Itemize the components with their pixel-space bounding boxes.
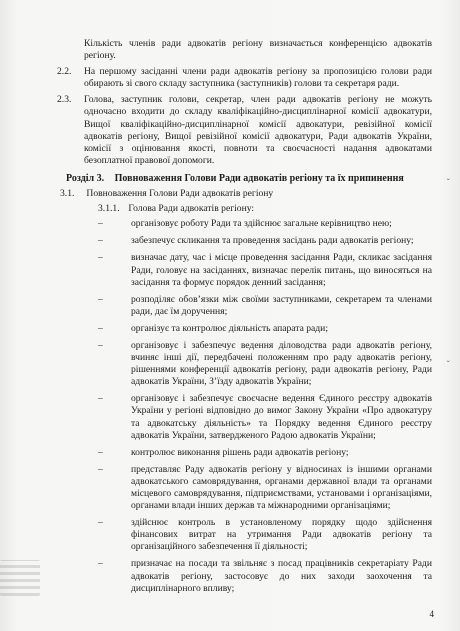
list-item-text: розподіляє обов’язки між своїми заступниками, секретарем та членами ради, дає їм доручення; — [131, 293, 432, 317]
list-dash: – — [98, 339, 103, 351]
section-title: Повноваження Голови Ради адвокатів регіону та їх припинення — [114, 172, 404, 184]
pen-mark: ˇ — [446, 178, 450, 189]
clause-2-3 — [57, 94, 432, 167]
list-item — [98, 446, 432, 459]
list-item — [98, 235, 432, 247]
list-item-text: організовує і забезпечує своєчасне ведення Єдиного реєстру адвокатів України у регіоні відповідно до вимог Закону України «Про адвокатуру та адвокатську діяльність» та Порядку ведення Єдиного реєстру адвокатів України, затвердженого Радою адвокатів України; — [131, 393, 432, 441]
subsection-number: 3.1. — [60, 188, 75, 200]
list-dash: – — [98, 393, 103, 405]
list-dash: – — [98, 463, 103, 475]
subsubsection-number: 3.1.1. — [98, 203, 120, 215]
list-dash: – — [98, 517, 103, 529]
intro-paragraph: Кількість членів ради адвокатів регіону визначається конференцією адвокатів регіону. — [84, 38, 432, 62]
subsubsection-heading — [98, 203, 432, 215]
list-item — [98, 322, 432, 335]
list-item-text: організовує і забезпечує ведення діловодства ради адвокатів регіону, вчиняє інші дії, передбачені положенням про раду адвокатів регіону, рішеннями конференції адвокатів регіону, ради адвокатів регіону, Ради адвокатів України, З’їзду адвокатів України; — [131, 339, 432, 388]
section-number: Розділ 3. — [66, 172, 105, 184]
list-item-text: забезпечує скликання та проведення засідань ради адвокатів регіону; — [131, 235, 414, 247]
pen-mark: ˇ — [446, 360, 450, 371]
list-item-text: призначає на посади та звільняє з посад працівників секретаріату Ради адвокатів регіону, застосовує до них заходи заохочення та дисциплінарного впливу; — [131, 558, 432, 594]
page-number: 4 — [429, 609, 434, 619]
powers-list — [0, 218, 460, 595]
list-item — [98, 463, 432, 512]
list-item — [98, 218, 432, 230]
list-item — [98, 517, 432, 553]
list-dash: – — [98, 322, 103, 334]
clause-text: Голова, заступник голови, секретар, член ради адвокатів регіону не можуть одночасно входити до складу кваліфікаційно-дисциплінарної комісії адвокатури, Вищої кваліфікаційно-дисциплінарної комісії адвокатури, ревізійної комісії адвокатів регіону, Вищої ревізійної комісії адвокатури, Ради адвокатів України, комісії з оцінювання якості, повноти та своєчасності надання адвокатами безоплатної правової допомоги. — [84, 94, 432, 166]
section-heading — [66, 173, 432, 185]
list-dash: – — [98, 446, 103, 458]
clause-text: На першому засіданні члени ради адвокатів регіону за пропозицією голови ради обирають зі свого складу заступника (заступників) голови та секретаря ради. — [84, 66, 432, 90]
subsection-heading — [60, 188, 432, 200]
list-item — [98, 293, 432, 318]
document-body — [0, 38, 460, 600]
list-item-text: визначає дату, час і місце проведення засідання Ради, скликає засідання Ради, головує на засіданнях, визначає перелік питань, що виносяться на засідання та формує порядок денний засідання; — [131, 252, 432, 288]
clause-2-2 — [57, 66, 432, 90]
subsubsection-text: Голова Ради адвокатів регіону: — [128, 203, 255, 215]
list-item-text: представляє Раду адвокатів регіону у відносинах із іншими органами адвокатського самоврядування, органами державної влади та органами місцевого самоврядування, підприємствами, установами і організаціями, органами влади інших держав та міжнародними організаціями; — [131, 463, 432, 512]
list-item — [98, 339, 432, 388]
list-item — [98, 393, 432, 441]
list-item-text: організує та контролює діяльність апарата ради; — [131, 322, 328, 334]
list-item-text: організовує роботу Ради та здійснює загальне керівництво нею; — [131, 218, 392, 230]
list-item-text: контролює виконання рішень ради адвокатів регіону; — [131, 446, 349, 458]
list-dash: – — [98, 252, 103, 264]
list-dash: – — [98, 293, 103, 305]
list-item-text: здійснює контроль в установленому порядку щодо здійснення фінансових витрат на утримання Ради адвокатів регіону та організаційного забезпечення її діяльності; — [131, 517, 432, 553]
clause-number: 2.3. — [57, 94, 72, 106]
list-dash: – — [98, 218, 103, 230]
subsection-text: Повноваження Голови Ради адвокатів регіону — [86, 188, 274, 200]
list-dash: – — [98, 558, 103, 570]
list-item — [98, 252, 432, 288]
list-item — [98, 558, 432, 594]
clause-number: 2.2. — [57, 66, 72, 78]
list-dash: – — [98, 235, 103, 247]
